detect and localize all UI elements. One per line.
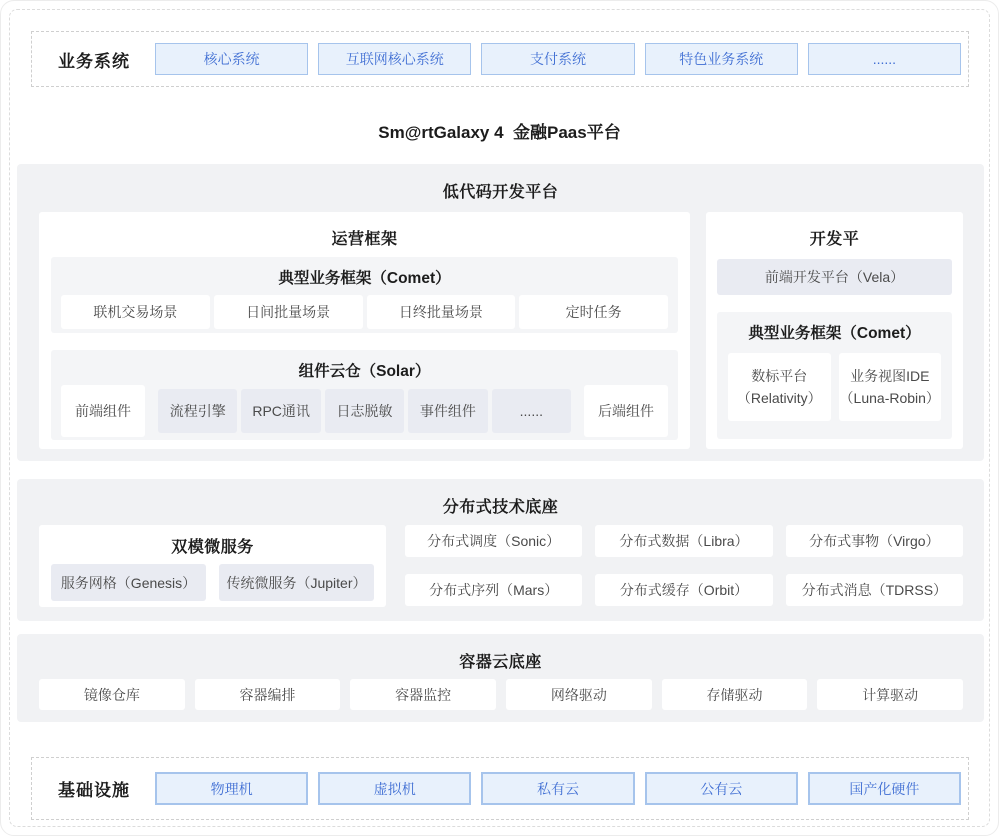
distributed-service-chip: 分布式缓存（Orbit）	[595, 574, 772, 606]
comet-framework-panel	[51, 257, 678, 333]
container-cloud-title: 容器云底座	[459, 654, 542, 671]
dual-mode-microservice-panel	[39, 525, 386, 607]
distributed-service-grid	[405, 525, 963, 606]
scene-chip: 日终批量场景	[367, 295, 516, 329]
platform-title: Sm@rtGalaxy 4 金融Paas平台	[378, 123, 621, 142]
luna-robin-ide-code: （Luna-Robin）	[839, 390, 940, 406]
distributed-service-chip: 分布式事物（Virgo）	[786, 525, 963, 557]
dual-mode-chip-row	[39, 564, 386, 601]
distributed-base-section	[17, 479, 984, 621]
container-cloud-section	[17, 634, 984, 722]
low-code-platform-body	[39, 212, 963, 449]
infrastructure-chip: 虚拟机	[318, 772, 471, 805]
container-capability-chip: 存储驱动	[662, 679, 808, 710]
distributed-service-chip: 分布式调度（Sonic）	[405, 525, 582, 557]
dev-comet-framework-title: 典型业务框架（Comet）	[748, 325, 921, 342]
vela-frontend-platform-chip: 前端开发平台（Vela）	[717, 259, 952, 295]
container-capability-chip: 容器监控	[350, 679, 496, 710]
distributed-base-body	[39, 525, 963, 609]
operation-framework-title: 运营框架	[331, 231, 398, 248]
component-chip: 流程引擎	[158, 389, 237, 433]
business-systems-label: 业务系统	[58, 51, 130, 71]
distributed-service-chip: 分布式序列（Mars）	[405, 574, 582, 606]
business-systems-chip-row	[155, 43, 968, 75]
infrastructure-chip: 国产化硬件	[808, 772, 961, 805]
solar-component-panel	[51, 350, 678, 440]
component-chip-ellipsis: ......	[492, 389, 571, 433]
jupiter-microservice-chip: 传统微服务（Jupiter）	[219, 564, 374, 601]
scene-chip: 日间批量场景	[214, 295, 363, 329]
dev-comet-framework-panel	[717, 312, 952, 439]
luna-robin-ide-name: 业务视图IDE	[850, 368, 930, 384]
frontend-component-chip: 前端组件	[61, 385, 145, 437]
container-capability-chip: 镜像仓库	[39, 679, 185, 710]
container-capability-chip: 计算驱动	[817, 679, 963, 710]
low-code-platform-title: 低代码开发平台	[442, 184, 559, 201]
scene-chip: 定时任务	[519, 295, 668, 329]
infrastructure-chip: 公有云	[645, 772, 798, 805]
infrastructure-chip-row	[155, 772, 968, 805]
dev-platform-panel	[706, 212, 963, 449]
business-system-chip: 支付系统	[481, 43, 634, 75]
luna-robin-ide-chip	[839, 353, 942, 421]
dual-mode-microservice-title: 双模微服务	[171, 539, 254, 556]
container-capability-chip: 容器编排	[195, 679, 341, 710]
infrastructure-chip: 物理机	[155, 772, 308, 805]
relativity-platform-name: 数标平台	[751, 368, 808, 384]
business-system-chip-ellipsis: ......	[808, 43, 961, 75]
dev-comet-chip-row	[717, 353, 952, 421]
operation-framework-panel	[39, 212, 690, 449]
component-chip: 事件组件	[408, 389, 487, 433]
container-cloud-chip-row	[39, 679, 963, 710]
genesis-service-mesh-chip: 服务网格（Genesis）	[51, 564, 206, 601]
scene-chip: 联机交易场景	[61, 295, 210, 329]
comet-framework-title: 典型业务框架（Comet）	[278, 270, 451, 287]
distributed-service-chip: 分布式数据（Libra）	[595, 525, 772, 557]
business-system-chip: 互联网核心系统	[318, 43, 471, 75]
distributed-service-chip: 分布式消息（TDRSS）	[786, 574, 963, 606]
comet-scene-chip-row	[51, 295, 678, 329]
solar-component-chip-row	[51, 385, 678, 437]
solar-component-title: 组件云仓（Solar）	[298, 363, 431, 380]
dev-platform-title: 开发平	[809, 231, 860, 248]
component-chip: RPC通讯	[241, 389, 320, 433]
business-systems-section	[31, 31, 969, 87]
component-chip: 日志脱敏	[325, 389, 404, 433]
low-code-platform-section	[17, 164, 984, 461]
container-capability-chip: 网络驱动	[506, 679, 652, 710]
business-system-chip: 核心系统	[155, 43, 308, 75]
infrastructure-chip: 私有云	[481, 772, 634, 805]
relativity-platform-code: （Relativity）	[736, 390, 822, 406]
backend-component-chip: 后端组件	[584, 385, 668, 437]
distributed-base-title: 分布式技术底座	[442, 499, 559, 516]
business-system-chip: 特色业务系统	[645, 43, 798, 75]
relativity-platform-chip	[728, 353, 831, 421]
infrastructure-section	[31, 757, 969, 820]
infrastructure-label: 基础设施	[58, 781, 130, 800]
